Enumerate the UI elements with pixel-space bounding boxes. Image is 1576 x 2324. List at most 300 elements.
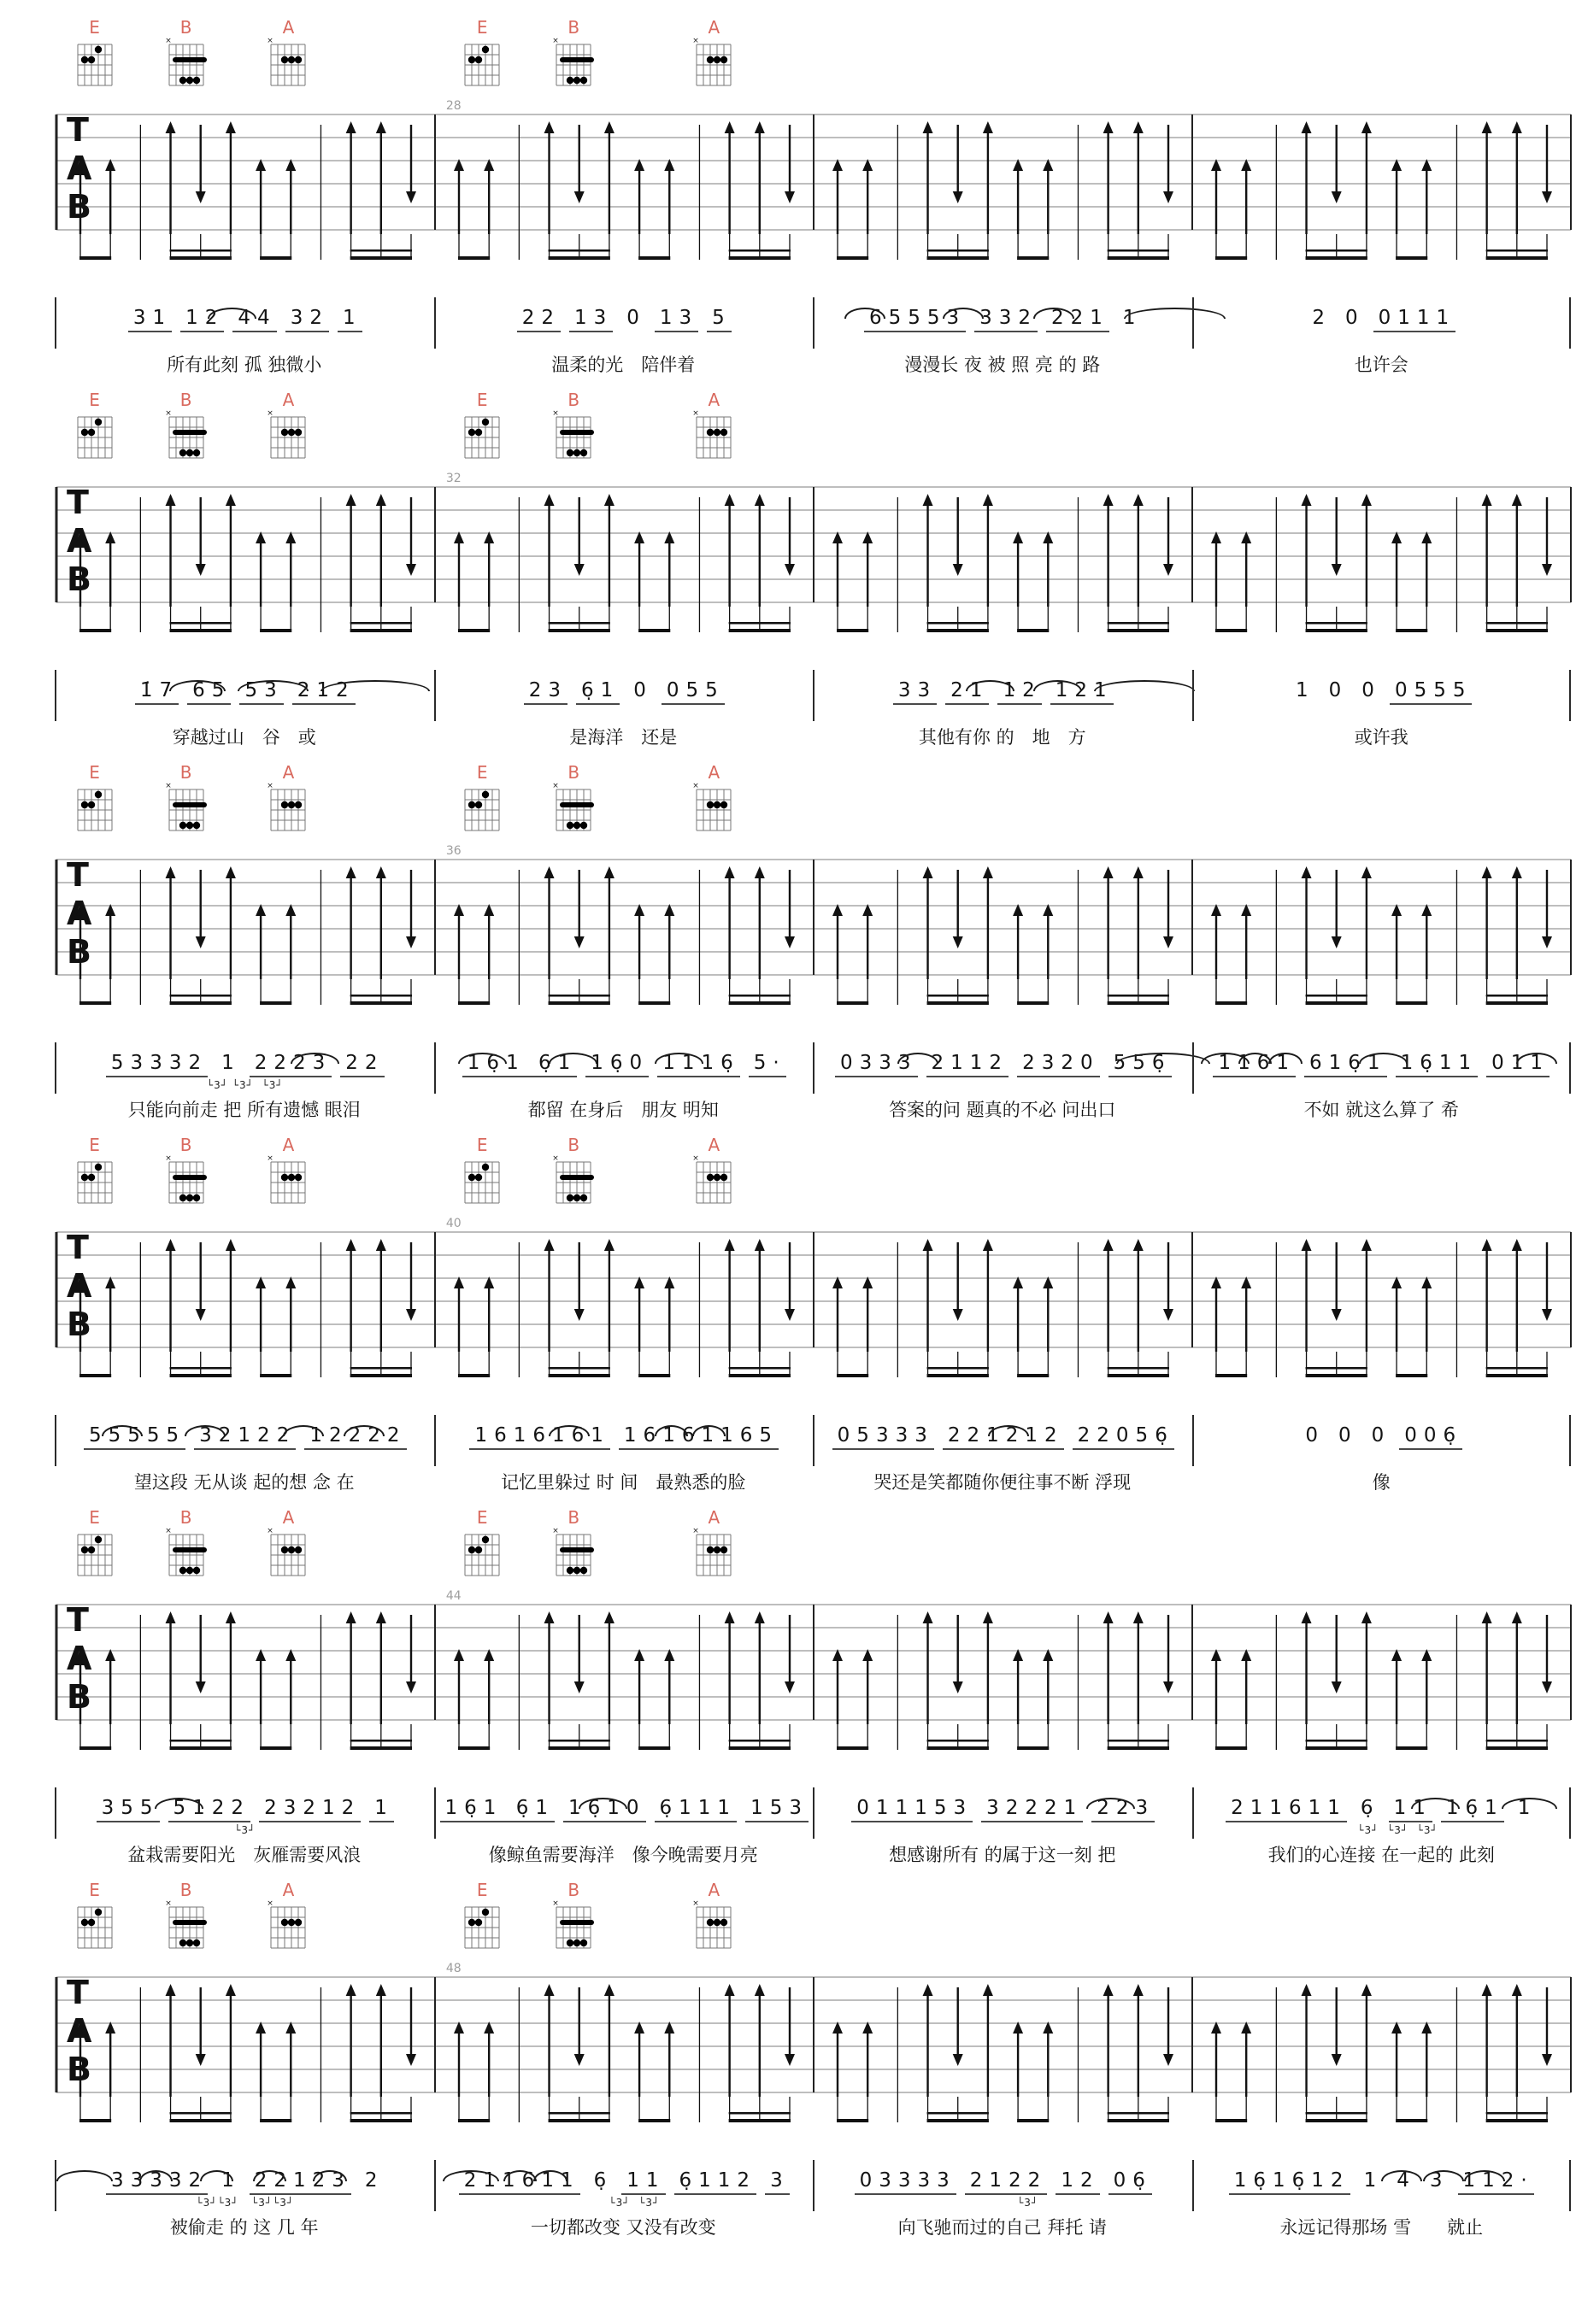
- chord-diagram-b: [552, 19, 595, 94]
- lyrics-measure: 或许我: [1354, 727, 1408, 748]
- chord-grid: [552, 410, 595, 463]
- lyrics-measure: 一切都改变 又没有改变: [530, 2217, 716, 2238]
- note-group: 16161165: [619, 1425, 779, 1450]
- note-group: 1̇7: [135, 680, 179, 705]
- lyrics-line: [55, 352, 1571, 378]
- note-group: 212: [292, 680, 356, 705]
- chord-grid: [267, 1155, 309, 1208]
- lyrics-measure: 记忆里躲过 时 间 最熟悉的脸: [501, 1472, 746, 1493]
- note-groups: [513, 308, 736, 332]
- note-group: 16̣16̣12: [1229, 2170, 1350, 2195]
- jianpu-measure: [813, 1042, 1192, 1094]
- note-group: 0: [626, 306, 646, 329]
- chord-label: A: [708, 390, 720, 410]
- chord-grid: [74, 1528, 116, 1581]
- chord-label: A: [282, 17, 295, 38]
- chord-grid: [165, 1155, 208, 1208]
- note-group: 3: [1429, 2168, 1450, 2192]
- chord-label: B: [179, 390, 192, 410]
- note-group: 05333: [832, 1425, 934, 1450]
- tab-clef: TAB: [67, 111, 92, 226]
- chord-label: E: [89, 1880, 100, 1900]
- triplet-markers: [1001, 1824, 1005, 1837]
- jianpu-measure: [55, 1042, 434, 1094]
- note-group: 32221: [981, 1798, 1083, 1822]
- lyrics-measure: 只能向前走 把 所有遗憾 眼泪: [127, 1100, 361, 1120]
- chord-label: E: [476, 1507, 488, 1528]
- note-groups: [850, 2170, 1156, 2195]
- chord-label: B: [179, 762, 192, 783]
- lyrics-measure: 像: [1372, 1472, 1391, 1493]
- chord-diagram-e: [74, 19, 116, 94]
- jianpu-measure: [1192, 1787, 1572, 1839]
- tab-clef: TAB: [67, 1229, 92, 1343]
- chord-grid: [74, 1900, 116, 1953]
- muted-string-x: ×: [164, 38, 172, 45]
- triplet-markers: [243, 707, 247, 719]
- note-group: 5122: [168, 1798, 251, 1822]
- lyrics-measure: 不如 就这么算了 希: [1303, 1100, 1459, 1120]
- note-groups: [436, 1798, 813, 1822]
- tab-system: [0, 1880, 1576, 2252]
- chord-label: A: [282, 1507, 295, 1528]
- chord-diagram-a: [267, 1509, 309, 1584]
- chord-diagram-a: [267, 1136, 309, 1212]
- chord-label: E: [89, 762, 100, 783]
- lyrics-measure: 望这段 无从谈 起的想 念 在: [133, 1472, 355, 1493]
- triplet-markers: [1379, 707, 1384, 719]
- chord-grid: [461, 1155, 503, 1208]
- note-group: 0333: [835, 1053, 918, 1077]
- note-group: 03333: [855, 2170, 956, 2195]
- chord-label: B: [567, 17, 580, 38]
- triplet-markers: [622, 1452, 626, 1464]
- jianpu-measure: [1192, 670, 1572, 721]
- jianpu-measure: [434, 1042, 814, 1094]
- tab-clef: TAB: [67, 1601, 92, 1716]
- lyrics-measure: 是海洋 还是: [569, 727, 678, 748]
- muted-string-x: ×: [552, 410, 559, 418]
- chord-grid: [552, 1528, 595, 1581]
- tab-staff: [0, 99, 1576, 275]
- chord-label: A: [708, 17, 720, 38]
- jianpu-measure: [1192, 1042, 1572, 1094]
- lyrics-measure: 向飞驰而过的自己 拜托 请: [897, 2217, 1107, 2238]
- note-group: 1116̣: [657, 1053, 740, 1077]
- note-group: 2: [1312, 306, 1332, 329]
- triplet-markers: [1001, 1079, 1005, 1092]
- chord-diagram-b: [552, 391, 595, 467]
- chord-grid: [267, 410, 309, 463]
- muted-string-x: ×: [164, 410, 172, 418]
- note-group: 0111: [1373, 308, 1456, 332]
- chord-grid: [267, 783, 309, 836]
- chord-grid: [461, 783, 503, 836]
- note-group: 23: [524, 680, 567, 705]
- chord-label: B: [179, 1507, 192, 1528]
- note-group: 211611: [459, 2170, 580, 2195]
- note-group: 3: [765, 2170, 790, 2195]
- note-group: 0: [1305, 1423, 1325, 1447]
- note-groups: [1221, 1798, 1541, 1822]
- chord-diagram-b: [552, 1136, 595, 1212]
- note-group: 53: [239, 680, 283, 705]
- chord-row: [0, 17, 1576, 99]
- jianpu-measure: [55, 1787, 434, 1839]
- muted-string-x: ×: [552, 38, 559, 45]
- chord-diagram-a: [692, 1881, 735, 1957]
- muted-string-x: ×: [267, 38, 274, 45]
- chord-diagram-e: [461, 1881, 503, 1957]
- note-group: 1: [338, 308, 362, 332]
- chord-diagram-e: [74, 391, 116, 467]
- note-group: 12222: [304, 1425, 406, 1450]
- lyrics-measure: 穿越过山 谷 或: [172, 727, 316, 748]
- lyrics-measure: 所有此刻 孤 独微小: [167, 355, 322, 375]
- chord-diagram-b: [165, 19, 208, 94]
- chord-label: E: [89, 17, 100, 38]
- note-groups: [1286, 680, 1476, 705]
- chord-diagram-e: [74, 1136, 116, 1212]
- note-group: 6̣: [593, 2168, 614, 2192]
- chord-diagram-b: [165, 1136, 208, 1212]
- chord-label: B: [567, 1135, 580, 1155]
- note-group: 12: [1056, 2170, 1099, 2195]
- note-group: 13: [655, 308, 698, 332]
- triplet-markers: [1379, 1452, 1384, 1464]
- jianpu-measure: [434, 297, 814, 349]
- jianpu-measure: [813, 2160, 1192, 2211]
- chord-diagram-a: [692, 19, 735, 94]
- chord-grid: [692, 1528, 735, 1581]
- note-group: 12: [180, 308, 224, 332]
- note-groups: [92, 1798, 398, 1822]
- note-group: 1: [221, 1051, 241, 1074]
- muted-string-x: ×: [267, 1155, 274, 1163]
- note-group: 44: [232, 308, 276, 332]
- note-group: 211611: [1226, 1798, 1347, 1822]
- jianpu-line: [55, 1787, 1571, 1839]
- note-group: 65553: [864, 308, 966, 332]
- chord-label: E: [476, 17, 488, 38]
- note-group: 16̣10: [563, 1798, 646, 1822]
- chord-diagram-a: [267, 764, 309, 839]
- jianpu-measure: [55, 297, 434, 349]
- chord-diagram-e: [74, 1509, 116, 1584]
- note-group: 16̣11: [1396, 1053, 1479, 1077]
- jianpu-measure: [813, 1415, 1192, 1466]
- chord-grid: [692, 38, 735, 91]
- chord-grid: [165, 1900, 208, 1953]
- chord-grid: [552, 38, 595, 91]
- note-group: 21: [945, 680, 989, 705]
- note-group: 16̣0: [585, 1053, 649, 1077]
- note-groups: [831, 1053, 1176, 1077]
- note-group: 23212: [259, 1798, 361, 1822]
- chord-label: E: [476, 762, 488, 783]
- chord-row: [0, 1135, 1576, 1217]
- chord-label: B: [179, 1135, 192, 1155]
- chord-label: A: [708, 1880, 720, 1900]
- chord-grid: [165, 1528, 208, 1581]
- lyrics-measure: 被偷走 的 这 几 年: [169, 2217, 319, 2238]
- chord-diagram-a: [692, 1136, 735, 1212]
- chord-label: B: [567, 1880, 580, 1900]
- muted-string-x: ×: [164, 1155, 172, 1163]
- tab-staff: [0, 472, 1576, 648]
- chord-grid: [692, 410, 735, 463]
- note-group: 011: [1486, 1053, 1550, 1077]
- note-group: 22: [340, 1053, 384, 1077]
- note-group: 65: [187, 680, 231, 705]
- lyrics-line: [55, 1842, 1571, 1868]
- chord-label: E: [476, 1135, 488, 1155]
- note-group: 6̣111: [655, 1798, 738, 1822]
- chord-diagram-e: [461, 19, 503, 94]
- chord-diagram-a: [692, 1509, 735, 1584]
- muted-string-x: ×: [692, 410, 700, 418]
- note-group: 2223: [250, 1053, 332, 1077]
- jianpu-measure: [55, 2160, 434, 2211]
- chord-label: A: [708, 1507, 720, 1528]
- note-groups: [455, 2170, 794, 2195]
- chord-label: A: [282, 1135, 295, 1155]
- triplet-markers: └3┘ └3┘ └3┘: [1324, 1824, 1438, 1836]
- chord-grid: [165, 410, 208, 463]
- note-group: 5: [707, 308, 732, 332]
- note-groups: [458, 1053, 791, 1077]
- chord-grid: [461, 38, 503, 91]
- jianpu-line: [55, 1415, 1571, 1466]
- note-group: 31: [128, 308, 172, 332]
- note-group: 0: [1328, 678, 1349, 701]
- note-groups: [102, 1053, 389, 1077]
- jianpu-measure: [813, 1787, 1192, 1839]
- triplet-markers: [1379, 2197, 1384, 2210]
- note-group: 6̣1: [576, 680, 620, 705]
- note-groups: [860, 308, 1147, 332]
- triplet-markers: [622, 1824, 626, 1837]
- note-group: 11: [621, 2170, 665, 2195]
- note-group: 0: [1338, 1423, 1358, 1447]
- muted-string-x: ×: [692, 38, 700, 45]
- lyrics-measure: 其他有你 的 地 方: [918, 727, 1086, 748]
- jianpu-measure: [434, 670, 814, 721]
- note-group: 1616161: [469, 1425, 609, 1450]
- muted-string-x: ×: [552, 1528, 559, 1535]
- tab-clef: TAB: [67, 1974, 92, 2088]
- chord-label: A: [282, 390, 295, 410]
- chord-diagram-a: [267, 391, 309, 467]
- note-group: 006̣: [1399, 1425, 1462, 1450]
- tab-clef: TAB: [67, 856, 92, 971]
- measure-number: 32: [445, 472, 462, 485]
- note-group: 616̣1: [1304, 1053, 1387, 1077]
- chord-label: E: [476, 390, 488, 410]
- triplet-markers: [622, 1079, 626, 1092]
- note-group: 22056̣: [1073, 1425, 1174, 1450]
- lyrics-measure: 都留 在身后 朋友 明知: [527, 1100, 719, 1120]
- triplet-markers: [1001, 334, 1005, 347]
- note-group: 055: [662, 680, 725, 705]
- chord-label: B: [179, 1880, 192, 1900]
- note-group: 06̣: [1108, 2170, 1152, 2195]
- muted-string-x: ×: [692, 1900, 700, 1908]
- chord-grid: [74, 1155, 116, 1208]
- note-group: 16̣1 6̣1: [440, 1798, 555, 1822]
- note-group: 6̣: [1360, 1796, 1380, 1819]
- triplet-markers: [243, 334, 247, 347]
- note-group: 1: [1122, 306, 1143, 329]
- chord-label: E: [476, 1880, 488, 1900]
- chord-label: A: [282, 762, 295, 783]
- chord-diagram-a: [267, 1881, 309, 1957]
- muted-string-x: ×: [267, 1900, 274, 1908]
- note-group: 6̣112: [674, 2170, 757, 2195]
- muted-string-x: ×: [552, 1900, 559, 1908]
- note-group: 16̣1 6̣1: [462, 1053, 577, 1077]
- staff-row: [0, 844, 1576, 1020]
- note-group: 121: [1050, 680, 1114, 705]
- muted-string-x: ×: [692, 783, 700, 790]
- chord-grid: [692, 1900, 735, 1953]
- note-group: 12: [997, 680, 1041, 705]
- muted-string-x: ×: [267, 1528, 274, 1535]
- jianpu-measure: [1192, 1415, 1572, 1466]
- measure-number: 36: [445, 844, 462, 858]
- chord-diagram-b: [165, 1881, 208, 1957]
- chord-grid: [165, 783, 208, 836]
- lyrics-measure: 像鲸鱼需要海洋 像今晚需要月亮: [488, 1845, 758, 1865]
- note-group: 16̣1: [1441, 1798, 1504, 1822]
- triplet-markers: [1001, 1452, 1005, 1464]
- staff-row: [0, 1217, 1576, 1393]
- note-group: 55555: [84, 1425, 185, 1450]
- chord-label: A: [708, 762, 720, 783]
- chord-diagram-a: [692, 764, 735, 839]
- note-group: 221: [1046, 308, 1109, 332]
- chord-label: A: [282, 1880, 295, 1900]
- tab-staff: [0, 1217, 1576, 1393]
- chord-grid: [461, 1900, 503, 1953]
- chord-grid: [267, 38, 309, 91]
- note-group: 33332: [106, 2170, 208, 2195]
- lyrics-measure: 温柔的光 陪伴着: [551, 355, 696, 375]
- note-group: 355: [97, 1798, 160, 1822]
- staff-row: [0, 472, 1576, 648]
- note-group: 0: [1361, 678, 1381, 701]
- chord-label: E: [89, 1135, 100, 1155]
- muted-string-x: ×: [552, 1155, 559, 1163]
- muted-string-x: ×: [552, 783, 559, 790]
- chord-diagram-e: [461, 1509, 503, 1584]
- chord-grid: [267, 1900, 309, 1953]
- muted-string-x: ×: [164, 783, 172, 790]
- chord-diagram-b: [552, 764, 595, 839]
- lyrics-line: [55, 1470, 1571, 1495]
- tab-clef: TAB: [67, 484, 92, 598]
- jianpu-measure: [1192, 2160, 1572, 2211]
- lyrics-line: [55, 2215, 1571, 2240]
- triplet-markers: └3┘└3┘ └3┘└3┘: [196, 2197, 295, 2209]
- triplet-markers: └3┘: [967, 2197, 1039, 2209]
- chord-label: B: [567, 390, 580, 410]
- staff-row: [0, 1962, 1576, 2138]
- note-group: 2122: [965, 2170, 1048, 2195]
- lyrics-measure: 也许会: [1354, 355, 1408, 375]
- lyrics-measure: 哭还是笑都随你便往事不断 浮现: [873, 1472, 1132, 1493]
- lyrics-measure: 我们的心连接 在一起的 此刻: [1267, 1845, 1495, 1865]
- note-group: 221212: [943, 1425, 1064, 1450]
- chord-diagram-b: [165, 764, 208, 839]
- tab-system: [0, 1135, 1576, 1507]
- jianpu-measure: [434, 1415, 814, 1466]
- chord-diagram-b: [552, 1881, 595, 1957]
- note-group: 332: [974, 308, 1038, 332]
- note-group: 112·: [1458, 2170, 1534, 2195]
- muted-string-x: ×: [267, 410, 274, 418]
- note-group: 33: [893, 680, 937, 705]
- tab-system: [0, 17, 1576, 390]
- triplet-markers: [1379, 1079, 1384, 1092]
- chord-grid: [692, 1155, 735, 1208]
- chord-label: A: [708, 1135, 720, 1155]
- note-group: 1: [1296, 678, 1315, 701]
- muted-string-x: ×: [692, 1155, 700, 1163]
- tab-staff: [0, 1962, 1576, 2138]
- measure-number: 40: [445, 1217, 462, 1230]
- jianpu-line: [55, 670, 1571, 721]
- tab-staff: [0, 844, 1576, 1020]
- jianpu-measure: [1192, 297, 1572, 349]
- chord-label: B: [567, 1507, 580, 1528]
- muted-string-x: ×: [267, 783, 274, 790]
- triplet-markers: └3┘ └3┘ └3┘: [206, 1079, 284, 1091]
- chord-label: B: [567, 762, 580, 783]
- jianpu-line: [55, 1042, 1571, 1094]
- note-group: 5·: [749, 1053, 786, 1077]
- note-groups: [1296, 1425, 1467, 1450]
- tab-system: [0, 1507, 1576, 1880]
- chord-grid: [74, 410, 116, 463]
- triplet-markers: [1001, 707, 1005, 719]
- lyrics-measure: 答案的问 题真的不必 问出口: [889, 1100, 1116, 1120]
- jianpu-measure: [813, 670, 1192, 721]
- note-groups: [520, 680, 729, 705]
- note-group: 0: [633, 678, 653, 701]
- chord-diagram-b: [552, 1509, 595, 1584]
- note-group: 223: [1091, 1798, 1155, 1822]
- note-group: 13: [569, 308, 613, 332]
- note-group: 556̣: [1108, 1053, 1172, 1077]
- note-group: 0: [1344, 306, 1365, 329]
- note-group: 22123: [250, 2170, 351, 2195]
- note-group: 32122: [194, 1425, 296, 1450]
- chord-grid: [461, 1528, 503, 1581]
- chord-grid: [267, 1528, 309, 1581]
- chord-label: E: [89, 1507, 100, 1528]
- chord-row: [0, 1880, 1576, 1962]
- lyrics-line: [55, 725, 1571, 750]
- note-group: 22: [517, 308, 561, 332]
- triplet-markers: [1379, 334, 1384, 347]
- chord-diagram-b: [165, 391, 208, 467]
- staff-row: [0, 1589, 1576, 1765]
- muted-string-x: ×: [164, 1900, 172, 1908]
- note-group: 2112: [926, 1053, 1009, 1077]
- jianpu-measure: [813, 297, 1192, 349]
- jianpu-line: [55, 2160, 1571, 2211]
